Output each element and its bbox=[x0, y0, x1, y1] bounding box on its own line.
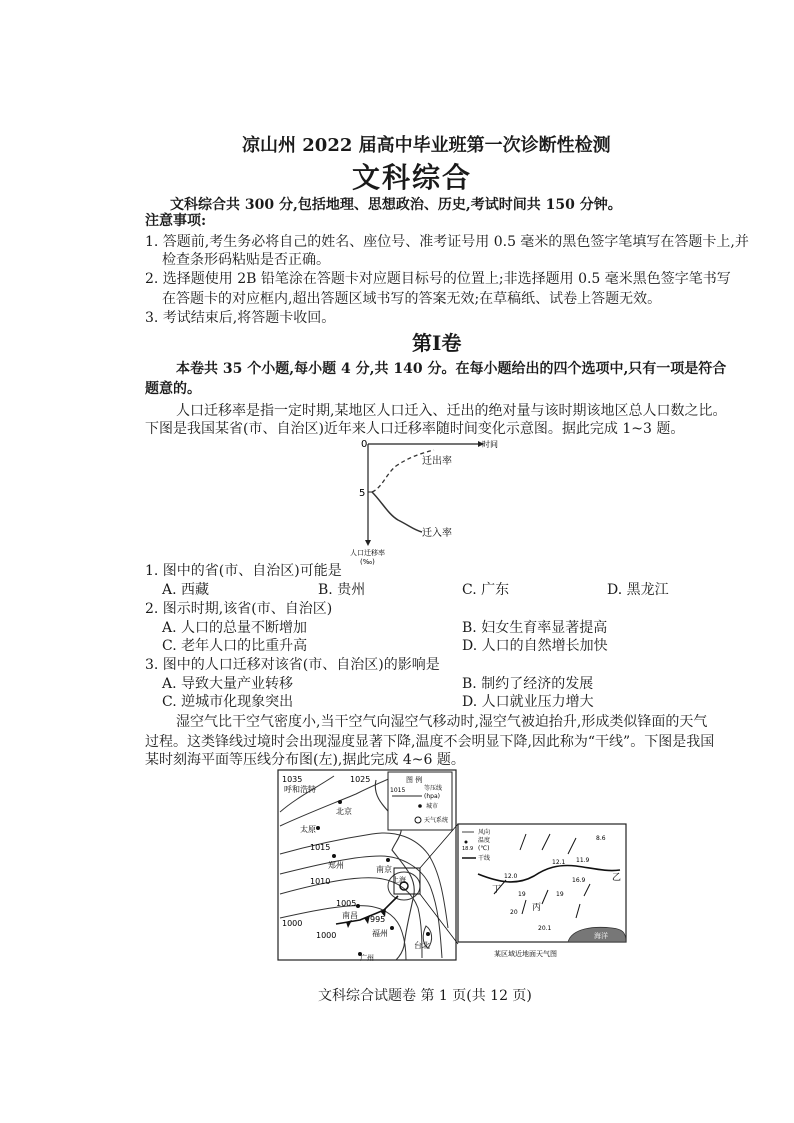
inset-temp-16-9: 16.9 bbox=[572, 877, 586, 884]
q2-option-d[interactable]: D. 人口的自然增长加快 bbox=[462, 638, 608, 654]
q1-option-b[interactable]: B. 贵州 bbox=[318, 582, 366, 598]
wind-arrow bbox=[520, 834, 526, 850]
label-shanghai: 上海 bbox=[392, 876, 406, 884]
isobar-label-1010: 1010 bbox=[310, 877, 331, 886]
passage-2-cont: 过程。这类锋线过境时会出现湿度显著下降,温度不会明显下降,因此称为“干线”。下图是我国 bbox=[145, 734, 715, 750]
zoom-line-bottom bbox=[420, 894, 458, 944]
subject-title: 文科综合 bbox=[352, 161, 473, 194]
wind-arrow bbox=[584, 884, 590, 896]
wind-arrow bbox=[576, 904, 580, 918]
note-1: 1. 答题前,考生务必将自己的姓名、座位号、准考证号用 0.5 毫米的黑色签字笔填写在答题卡上,并 bbox=[145, 234, 749, 250]
passage-2-cont-2: 某时刻海平面等压线分布图(左),据此完成 4~6 题。 bbox=[145, 752, 465, 768]
inset-temp-19-a: 19 bbox=[518, 891, 526, 898]
q3-option-a[interactable]: A. 导致大量产业转移 bbox=[162, 676, 294, 692]
in-rate-label: 迁入率 bbox=[422, 528, 452, 539]
origin-label: 0 bbox=[361, 439, 368, 450]
q3-option-d[interactable]: D. 人口就业压力增大 bbox=[462, 694, 594, 710]
inset-temp-12-1: 12.1 bbox=[552, 859, 566, 866]
q1-option-a[interactable]: A. 西藏 bbox=[162, 582, 210, 598]
passage-1: 人口迁移率是指一定时期,某地区人口迁入、迁出的绝对量与该时期该地区总人口数之比。 bbox=[176, 403, 727, 419]
isobar-map-figure bbox=[276, 768, 632, 964]
isobar-label-1025: 1025 bbox=[350, 775, 371, 784]
out-rate-label: 迁出率 bbox=[422, 456, 452, 467]
question-3-stem: 3. 图中的人口迁移对该省(市、自治区)的影响是 bbox=[145, 657, 440, 673]
city-marker-nanjing bbox=[386, 858, 390, 862]
note-2: 2. 选择题使用 2B 铅笔涂在答题卡对应题目标号的位置上;非选择题用 0.5 毫米黑色签字笔书写 bbox=[145, 271, 731, 287]
legend-weather-system: 天气系统 bbox=[424, 817, 449, 824]
label-fuzhou: 福州 bbox=[372, 929, 388, 938]
inset-legend-dryline-label: 干线 bbox=[478, 855, 491, 862]
migration-rate-figure bbox=[330, 436, 520, 568]
q3-option-c[interactable]: C. 逆城市化现象突出 bbox=[162, 694, 294, 710]
question-1-stem: 1. 图中的省(市、自治区)可能是 bbox=[145, 563, 342, 579]
city-marker-nanchang bbox=[356, 904, 360, 908]
part-description-cont: 题意的。 bbox=[145, 381, 201, 397]
inset-temp-12-0: 12.0 bbox=[504, 873, 518, 880]
isobar-label-995: 995 bbox=[370, 915, 386, 924]
legend-isobar-value: 1015 bbox=[390, 787, 406, 794]
legend-title: 图 例 bbox=[406, 776, 423, 784]
note-3: 3. 考试结束后,将答题卡收回。 bbox=[145, 310, 336, 326]
wind-arrow bbox=[542, 890, 548, 904]
inset-temp-20: 20 bbox=[510, 909, 518, 916]
inset-label-ding: 丁 bbox=[492, 885, 502, 895]
city-marker-beijing bbox=[338, 800, 342, 804]
label-taiyuan: 太原 bbox=[300, 825, 316, 834]
x-axis-label: 时间 bbox=[482, 440, 498, 449]
inset-sea-label: 海洋 bbox=[594, 932, 608, 940]
label-taipei: 台北 bbox=[414, 941, 430, 950]
y-axis-label: 人口迁移率 bbox=[350, 549, 385, 557]
legend-city: 城市 bbox=[426, 803, 439, 810]
wind-arrow bbox=[568, 838, 576, 854]
q3-option-b[interactable]: B. 制约了经济的发展 bbox=[462, 676, 594, 692]
city-marker-taipei bbox=[426, 932, 430, 936]
inset-temp-20-1: 20.1 bbox=[538, 925, 552, 932]
label-beijing: 北京 bbox=[336, 807, 352, 816]
scoring-info: 文科综合共 300 分,包括地理、思想政治、历史,考试时间共 150 分钟。 bbox=[170, 197, 622, 213]
city-marker-taiyuan bbox=[316, 826, 320, 830]
inset-temp-19-b: 19 bbox=[556, 891, 564, 898]
label-nanjing: 南京 bbox=[376, 865, 392, 874]
passage-1-cont: 下图是我国某省(市、自治区)近年来人口迁移率随时间变化示意图。据此完成 1~3 题。 bbox=[145, 421, 685, 437]
legend-isobar-unit: (hpa) bbox=[424, 793, 440, 800]
exam-title: 凉山州 2022 届高中毕业班第一次诊断性检测 bbox=[242, 135, 611, 156]
inset-caption: 某区域近地面天气图 bbox=[494, 950, 557, 958]
part-description: 本卷共 35 个小题,每小题 4 分,共 140 分。在每小题给出的四个选项中,只有一项是符合 bbox=[176, 361, 727, 377]
dry-line bbox=[478, 865, 620, 881]
inset-temp-8-6: 8.6 bbox=[596, 835, 606, 842]
label-guangzhou: 广州 bbox=[360, 954, 374, 962]
front-triangle bbox=[346, 920, 352, 928]
city-marker-fuzhou bbox=[390, 926, 394, 930]
note-1-cont: 检查条形码粘贴是否正确。 bbox=[162, 252, 330, 268]
passage-2: 湿空气比干空气密度小,当干空气向湿空气移动时,湿空气被迫抬升,形成类似锋面的天气 bbox=[176, 714, 708, 730]
q2-option-c[interactable]: C. 老年人口的比重升高 bbox=[162, 638, 308, 654]
wind-arrow bbox=[522, 900, 526, 914]
note-2-cont: 在答题卡的对应框内,超出答题区域书写的答案无效;在草稿纸、试卷上答题无效。 bbox=[162, 291, 662, 307]
in-rate-line bbox=[372, 492, 422, 532]
q2-option-b[interactable]: B. 妇女生育率显著提高 bbox=[462, 620, 608, 636]
label-hohhot: 呼和浩特 bbox=[284, 785, 316, 794]
notes-title: 注意事项: bbox=[145, 213, 207, 229]
isobar-label-1000: 1000 bbox=[316, 931, 337, 940]
isobar-label-1005: 1005 bbox=[336, 899, 357, 908]
label-zhengzhou: 郑州 bbox=[328, 861, 344, 870]
isobar-label-1000-b: 1000 bbox=[282, 919, 303, 928]
wind-arrow bbox=[542, 834, 550, 850]
inset-label-yi: 乙 bbox=[612, 873, 622, 883]
legend-isobar-label: 等压线 bbox=[424, 785, 443, 792]
y-axis-unit: (‰) bbox=[360, 558, 375, 566]
isobar-1015 bbox=[280, 833, 448, 928]
inset-legend-temp-dot bbox=[465, 841, 468, 844]
question-2-stem: 2. 图示时期,该省(市、自治区) bbox=[145, 601, 333, 617]
isobar-label-1035: 1035 bbox=[282, 775, 303, 784]
legend-city-marker bbox=[418, 804, 422, 808]
inset-legend-temp-sample: 18.9 bbox=[462, 846, 474, 852]
y-axis-arrow bbox=[365, 540, 371, 546]
q1-option-c[interactable]: C. 广东 bbox=[462, 582, 510, 598]
inset-legend-temp: 温度 bbox=[478, 837, 491, 844]
label-nanchang: 南昌 bbox=[342, 911, 358, 920]
page-footer: 文科综合试题卷 第 1 页(共 12 页) bbox=[318, 988, 532, 1004]
zoom-line-top bbox=[420, 824, 458, 868]
inset-legend-temp-unit: (℃) bbox=[478, 845, 490, 852]
tick-label-5: 5 bbox=[359, 488, 366, 499]
inset-temp-11-9: 11.9 bbox=[576, 857, 590, 864]
isobar-label-1015: 1015 bbox=[310, 843, 331, 852]
part-title: 第Ⅰ卷 bbox=[412, 331, 462, 355]
inset-legend-wind: 风向 bbox=[478, 829, 491, 836]
q2-option-a[interactable]: A. 人口的总量不断增加 bbox=[162, 620, 308, 636]
inset-label-bing: 丙 bbox=[532, 903, 542, 913]
q1-option-d[interactable]: D. 黑龙江 bbox=[607, 582, 669, 598]
city-marker-zhengzhou bbox=[332, 854, 336, 858]
